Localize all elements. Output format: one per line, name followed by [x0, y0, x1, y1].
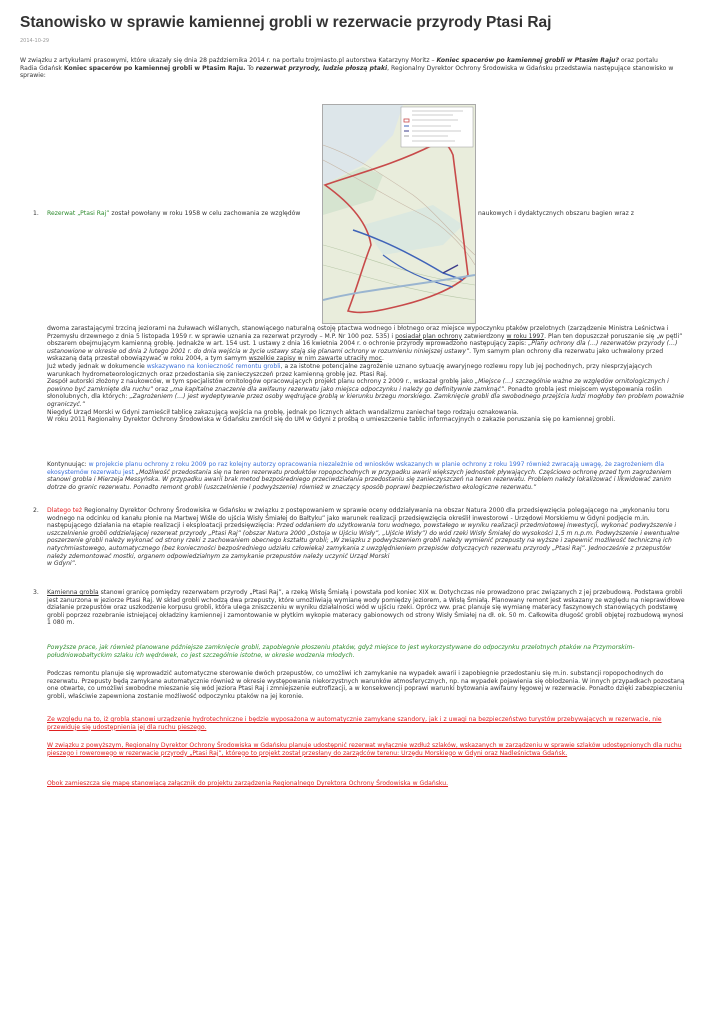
map-graphic [323, 105, 475, 323]
intro-text: oraz portalu Radia Gdańsk [20, 57, 658, 72]
intro-text: W związku z artykułami prasowymi, które ukazały się dnia 28 października 2014 r. na portalu trojmiasto.pl autorstwa Katarzyny Moritz – [20, 57, 437, 64]
item1-body [47, 325, 687, 424]
quote: w Gdyni”. [47, 560, 77, 568]
item1-text: . Plan ten dopuszczał poruszanie się „w pętli” obszarem obejmującym kamienną groblę. Jednakże w art. 154 ust. 1 ustawy z dnia 16 kwietnia 2004 r. o ochronie przyrody wprowadzono następujący zapis: [47, 332, 683, 348]
item1-paragraph: Niegdyś Urząd Morski w Gdyni zamieścił tablicę zakazującą wejścia na groblę, jednak po licznych aktach wandalizmu zaniechał tego rodzaju oznakowania. [47, 408, 519, 416]
item1-text: . Ponadto grobla jest miejscem występowania roślin słonolubnych, dla których: [47, 385, 662, 401]
item1-paragraph [47, 363, 687, 378]
intro-text: , Regionalny Dyrektor Ochrony Środowiska w Gdańsku przedstawia następujące stanowisko w sprawie: [20, 64, 674, 80]
item1-text: Zespół autorski złożony z naukowców, w tym specjalistów ornitologów opracowujących projekt planu ochrony z 2009 r., wskazał groblę jako [47, 378, 475, 386]
provisions-link[interactable]: wszelkie zapisy w nim zawarte utraciły moc [248, 355, 383, 363]
plain-paragraph: Podczas remontu planuje się wprowadzić automatyczne sterowanie dwóch przepustów, co umożliwi ich zamykanie na wypadek awarii i zapobiegnie przedostaniu się m.in. substancji ropopochodnych do rezerwatu. Przepusty będą zamykane automatycznie również w okresie występowania niekorzystnych warunków atmosferycznych, np. na wypadek pojawienia się oblodzenia. W innych przypadkach pozostaną one otwarte, co umożliwi swobodne mieszanie się wód jeziora Ptasi Raj i zmniejszenie eutrofizacji, a w konsekwencji poprawi warunki bytowania awifauny łęgowej w rezerwacie. Ponadto dzięki zabezpieczeniu grobli, właściwie zapewniona zostanie możliwość odpoczynku ptaków na jej koronie. [47, 670, 685, 700]
red-paragraph-1[interactable]: Ze względu na to, iż grobla stanowi urządzenie hydrotechniczne i będzie wyposażona w automatycznie zamykane szandory, jak i z uwagi na bezpieczeństwo turystów przebywających w rezerwacie, nie przewiduje się udostępnienia jej dla ruchu pieszego. [47, 716, 662, 731]
red-paragraph-3[interactable]: Obok zamieszcza się mapę stanowiącą załącznik do projektu zarządzenia Regionalnego Dyrektora Ochrony Środowiska w Gdańsku. [47, 780, 449, 787]
item1-text: został powołany w roku 1958 w celu zachowania ze względów [109, 210, 301, 217]
quote: „Plany ochrony dla (…) rezerwatów przyrody (…) ustanowione w okresie od dnia 2 lutego 2001 r. do dnia wejścia w życie ustawy stają się planami ochrony w rozumieniu niniejszej ustawy” [47, 340, 678, 355]
list-number: 3. [33, 589, 39, 596]
quote: „Zagrożeniem (…) jest wydeptywanie przez osoby wędrujące groblą w kierunku brzegu morskiego. Zamknięcie grobli dla swobodnego przejścia ludzi mogłoby ten problem poważnie ograniczyć.” [47, 393, 684, 408]
continuation-text: Kontynuując: [47, 461, 89, 468]
item2-text: Regionalny Dyrektor Ochrony Środowiska w Gdańsku w związku z postępowaniem w sprawie oceny oddziaływania na obszar Natura 2000 dla przedsięwzięcia polegającego na „wykonaniu toru wodnego na odcinku od kanału płonie na Martwej Wiśle do ujścia Wisły Śmiałej do Bałtyku” jako warunek realizacji przedsięwzięcia określił inwestorowi - Urzędowi Morskiemu w Gdyni podjęcie m.in. następującego działania na etapie realizacji i eksploatacji przedsięwzięcia: [47, 507, 670, 530]
dike-link[interactable]: Kamienna grobla [47, 589, 99, 596]
item3-body [47, 589, 687, 627]
article-title-2: Koniec spacerów po kamiennej grobli w Ptasim Raju. [63, 64, 246, 72]
green-paragraph [47, 644, 687, 659]
quote: „Miejsce (…) szczególnie ważne ze względów ornitologicznych i powinno być zamknięte dla ruchu” [47, 378, 669, 393]
reserve-link[interactable]: Rezerwat „Ptasi Raj” [47, 210, 110, 217]
intro-text: To [245, 64, 256, 72]
article-title-1: Koniec spacerów po kamiennej grobli w Ptasim Raju? [436, 57, 620, 64]
item1-text: zatwierdzony [462, 332, 507, 340]
item1-first-line [47, 210, 300, 218]
quote: „ma kapitalne znaczenie dla awifauny rezerwatu jako miejsca odpoczynku i należy go definitywnie zamknąć” [170, 385, 504, 393]
item1-text: . [382, 355, 384, 363]
plan-2009-link[interactable]: w projekcie planu ochrony z roku 2009 po raz kolejny autorzy opracowania niezależnie od wniosków wskazanych w planie ochrony z roku 1997 również zwracają uwagę, że zagrożeniem dla ekosystemów rezerwatu jest [47, 461, 665, 476]
article-title-3: rezerwat przyrody, ludzie płoszą ptaki [255, 64, 388, 72]
quote: „Możliwość przedostania się na teren rezerwatu produktów ropopochodnych w przypadku awarii większych jednostek pływających. Częściowo ochronę przed tym zagrożeniem stanowi grobla i Mierzeja Messyńska. W przypadku awarii brak metod bezpośredniego przeciwdziałania przedostaniu się zanieczyszczeń na teren rezerwatu. Problem należy lokalizować i likwidować zanim dotrze do granic rezerwatu. Ponadto remont grobli (uszczelnienie i podwyższenie) również w znaczący sposób poprawi bezpieczeństwo ekologiczne rezerwatu.” [47, 468, 672, 491]
item1-paragraph [47, 325, 687, 363]
green-text: Powyższe prace, jak również planowane późniejsze zamknięcie grobli, zapobiegnie płoszeniu ptaków, gdyż miejsce to jest wykorzystywane do odpoczynku przelotnych ptaków na Przymorskim-południowobałtyckim szlaku ich wędrówek, co jest szczególnie istotne, w okresie wodzenia młodych. [47, 644, 635, 659]
list-number: 2. [33, 507, 39, 514]
post-date: 2014-10-29 [20, 38, 50, 44]
map-image[interactable] [322, 104, 476, 324]
item1-text: oraz [153, 385, 171, 393]
item1-text: Już wtedy jednak w dokumencie [47, 362, 147, 370]
repair-link[interactable]: wskazywano na konieczność remontu grobli [146, 362, 281, 370]
item1-text: dwoma zarastającymi trzciną jeziorami na żuławach wiślanych, stanowiącego naturalną ostoję ptactwa wodnego i błotnego oraz miejsce wypoczynku ptaków przelotnych (zarządzenie Ministra Leśnictwa i Przemysłu drzewnego z dnia 5 listopada 1959 r. w sprawie uznania za rezerwat przyrody – M.P. Nr 100 poz. 535) i [47, 325, 669, 340]
plan-link[interactable]: posiadał plan ochrony [395, 332, 463, 340]
year-link[interactable]: w roku 1997 [506, 332, 545, 340]
item1-paragraph [47, 378, 687, 408]
quote: Przed oddaniem do użytkowania toru wodnego, powstałego w wyniku realizacji przedmiotowej inwestycji, wykonać podwyższenie i uszczelnienie grobli oddzielającej rezerwat przyrody „Ptasi Raj” (obszar Natura 2000 „Ostoja w Ujściu Wisły”, „Ujście Wisły”) do wód rzeki Wisły Śmiałej do wysokości 1,5 m n.p.m. Podwyższenie i ewentualne poszerzenie grobli należy wykonać od strony rzeki z zachowaniem obecnego kształtu grobli; „W związku z podwyższeniem grobli należy wymienić przepusty na wyższe i zapewnić możliwość techniczną ich natychmiastowego, automatycznego (bez konieczności bezpośredniego udziału człowieka) zamykania z uwzględnieniem przepisów dotyczących rezerwatu przyrody „Ptasi Raj”. Jednocześnie z przepustów należy zdemontować mostki, organem odpowiedzialnym za zamykanie przepustów należy uczynić Urząd Morski [47, 522, 680, 560]
item2-body [47, 507, 687, 568]
item3-text: stanowi granicę pomiędzy rezerwatem przyrody „Ptasi Raj”, a rzeką Wisłą Śmiałą i powstała pod koniec XIX w. Dotychczas nie prowadzono prac związanych z jej przebudową. Podstawa grobli jest zanurzona w jeziorze Ptasi Raj. W skład grobli wchodzą dwa przepusty, które umożliwiają wymianę wody pomiędzy jeziorem, a Wisłą Śmiałą. Planowany remont jest wskazany ze względu na nieprawidłowe działanie przepustów oraz uszkodzenie korpusu grobli, która ulega zniszczeniu w wyniku działalności wód w ujściu rzeki. Oprócz ww. prac planuje się wymianę materacy faszynowych stanowiących podstawę grobli poprzez rozebranie istniejącej okładziny kamiennej i zamontowanie w płytkim wykopie materacy gabionowych od strony Wisły Śmiałej na dł. ok. 50 m. Całkowita długość grobli objętej rozbudową wynosi 1 080 m. [47, 589, 685, 627]
item1-text: , a za istotne potencjalne zagrożenie uznano sytuację awaryjnego rozlewu ropy lub jej pochodnych, przy niesprzyjających warunkach hydrometeorologicznych oraz przedostania się zanieczyszczeń przez kamienną groblę jez. Ptasi Raj. [47, 362, 652, 378]
item1-first-line-right: naukowych i dydaktycznych obszaru bagien wraz z [478, 210, 634, 217]
item1-text: . Tym samym plan ochrony dla rezerwatu jako uchwalony przed wskazaną datą przestał obowiązywać w roku 2004, a tym samym [47, 347, 664, 363]
page-title: Stanowisko w sprawie kamiennej grobli w rezerwacie przyrody Ptasi Raj [20, 14, 552, 31]
therefore-link[interactable]: Dlatego też [47, 507, 83, 514]
intro-paragraph [20, 57, 675, 80]
red-paragraph-2[interactable]: W związku z powyższym, Regionalny Dyrektor Ochrony Środowiska w Gdańsku planuje udostępnić rezerwat wyłącznie wzdłuż szlaków, wskazanych w zarządzeniu w sprawie szlaków udostępnionych dla ruchu pieszego i rowerowego w rezerwacie przyrody „Ptasi Raj”, którego to projekt został przesłany do zarządców terenu: Urzędu Morskiego w Gdyni oraz Nadleśnictwa Gdańsk. [47, 742, 682, 757]
list-number: 1. [33, 210, 39, 217]
item1-paragraph: W roku 2011 Regionalny Dyrektor Ochrony Środowiska w Gdańsku zwrócił się do UM w Gdyni z prośbą o umieszczenie tablic informacyjnych o zakazie poruszania się po kamiennej grobli. [47, 416, 616, 424]
continuation-paragraph [47, 461, 687, 491]
